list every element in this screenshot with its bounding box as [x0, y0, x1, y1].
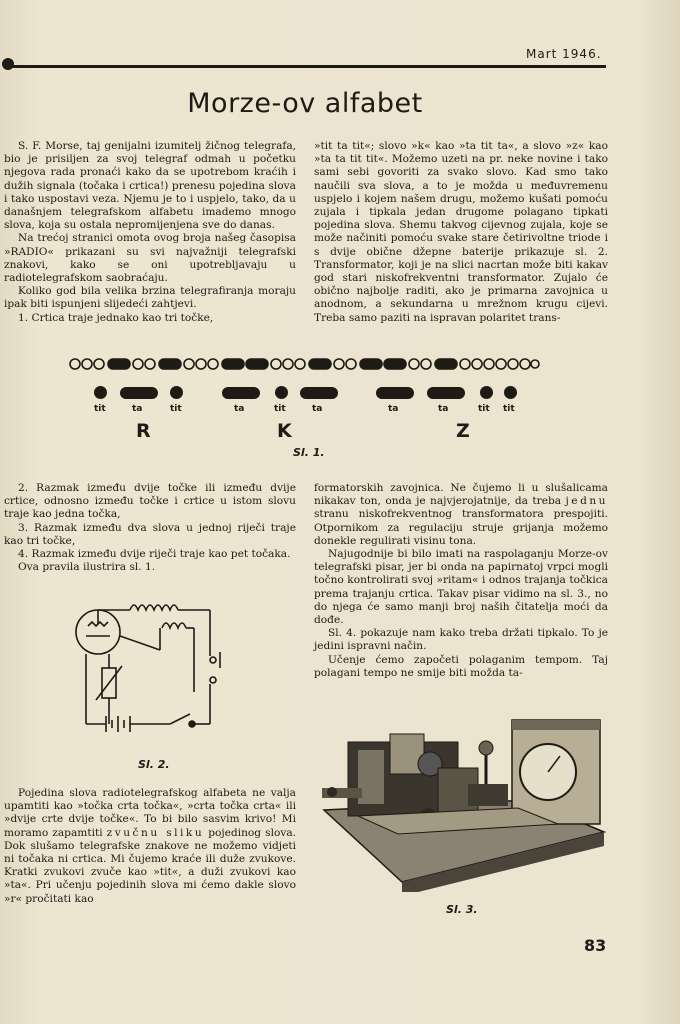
morse-symbol-label: ta — [438, 404, 449, 414]
paragraph: 2. Razmak između dvije točke ili između dvije crtice, odnosno između točke i crtice u istom slovu traje kao jedna točka, — [4, 482, 296, 521]
paragraph: 1. Crtica traje jednako kao tri točke, — [18, 311, 214, 324]
header-rule — [6, 65, 606, 68]
paragraph: Na trećoj stranici omota ovog broja našeg časopisa »RADIO« prikazani su svi najvažniji telegrafski znakovi, kako se oni upotrebljavaju u radiotelegrafskom saobraćaju. — [4, 232, 296, 285]
column-3 — [4, 482, 296, 574]
morse-letter: Z — [456, 420, 470, 442]
morse-dash — [376, 387, 414, 399]
morse-dot — [94, 386, 107, 399]
morse-symbol-label: tit — [503, 404, 515, 414]
column-1 — [4, 140, 296, 325]
paragraph: Najugodnije bi bilo imati na raspolaganju Morze-ov telegrafski pisar, jer bi onda na papirnatoj vrpci mogli točno kontrolirati svoj »ritam« i odnos trajanja točkica prema trajanju crtica. Takav pisar vidimo na sl. 3., no do njega će samo manji broj naših čitatelja moći da dođe. — [314, 548, 608, 627]
circuit-diagram — [70, 596, 230, 756]
morse-figure — [60, 356, 560, 466]
column-4 — [314, 482, 608, 680]
morse-symbol-label: ta — [312, 404, 323, 414]
morse-symbol-label: ta — [132, 404, 143, 414]
morse-symbol-label: tit — [94, 404, 106, 414]
text-run: formatorskih zavojnica. Ne čujemo li u slušalicama nikakav ton, onda je najvjerojatnije, da treba — [314, 482, 608, 508]
telegraph-printer-illustration — [318, 712, 608, 892]
morse-dot — [504, 386, 517, 399]
text-run: stranu niskofrekventnog transformatora prespojiti. Otpornikom za regulaciju struje grijanja možemo donekle regulirati visinu tona. — [314, 508, 608, 547]
paragraph: Učenje ćemo započeti polaganim tempom. Taj polagani tempo ne smije biti možda ta- — [314, 653, 608, 679]
paragraph: 4. Razmak između dvije riječi traje kao pet točaka. — [18, 548, 291, 561]
figure-caption: Sl. 1. — [293, 446, 325, 459]
paragraph: Sl. 4. pokazuje nam kako treba držati tipkalo. To je jedini ispravni način. — [314, 627, 608, 653]
morse-symbol-label: ta — [234, 404, 245, 414]
figure-caption: Sl. 3. — [446, 903, 478, 916]
column-5 — [4, 787, 296, 906]
morse-dash — [120, 387, 158, 399]
morse-symbol-label: tit — [170, 404, 182, 414]
text-run: Pojedina slova radiotelegrafskog alfabeta ne valja upamtiti kao »točka crta točka«, »crta točka crta« ili »dvije crte dvije točke«. To bi bilo sasvim krivo! Mi moramo zapamtiti — [4, 787, 296, 839]
article-title: Morze-ov alfabet — [187, 88, 423, 119]
issue-date: Mart 1946. — [526, 47, 602, 61]
morse-dot — [480, 386, 493, 399]
text-run: pojedinog slova. Dok slušamo telegrafske znakove ne možemo vidjeti ni točaka ni crtica. Mi čujemo kraće ili duže zvukove. Kratki zvukovi zvuče kao »tit«, a duži zvukovi kao »ta«. Pri učenju pojedinih slova mi ćemo dakle slovo »r« pročitati kao — [4, 826, 297, 905]
morse-letter: K — [277, 420, 292, 442]
morse-dash — [427, 387, 465, 399]
figure-caption: Sl. 2. — [138, 758, 170, 771]
decorative-chain — [68, 356, 540, 372]
emphasis-spaced: jednu — [565, 495, 608, 508]
morse-letter: R — [136, 420, 151, 442]
morse-dash — [300, 387, 338, 399]
morse-dash — [222, 387, 260, 399]
paragraph: 3. Razmak između dva slova u jednoj riječi traje kao tri točke, — [4, 521, 296, 547]
paragraph: Koliko god bila velika brzina telegrafiranja moraju ipak biti ispunjeni slijedeći zahtjevi. — [4, 285, 296, 311]
morse-dot — [170, 386, 183, 399]
paragraph: S. F. Morse, taj genijalni izumitelj žičnog telegrafa, bio je prisiljen za svoj telegraf odmah u početku njegova rada pronaći kako da se upotrebom kraćih i dužih signala (točaka i crtica!) prenesu pojedina slova i tako uspostavi veza. Njemu je to i uspjelo, tako, da u današnjem telegrafskom alfabetu imademo mnogo slova, koja su ostala nepromijenjena sve do danas. — [4, 140, 296, 232]
paragraph: Ova pravila ilustrira sl. 1. — [18, 561, 156, 574]
emphasis-spaced: zvučnu sliku — [106, 826, 205, 839]
morse-symbol-label: tit — [478, 404, 490, 414]
page-number: 83 — [584, 936, 607, 955]
morse-dot — [275, 386, 288, 399]
morse-symbol-label: tit — [274, 404, 286, 414]
paragraph — [314, 482, 608, 548]
paragraph: »tit ta tit«; slovo »k« kao »ta tit ta«, a slovo »z« kao »ta ta tit tit«. Možemo uzeti na pr. neke novine i tako sami sebi govoriti za svako slovo. Kad smo tako naučili sva slova, a to je možda u međuvremenu uspjelo i kojem našem drugu, možemo kušati pomoću zujala i tipkala jedan drugome polagano tipkati pojedina slova. Shemu takvog cijevnog zujala, koje se može načiniti pomoću svake stare četirivoltne triode i s dvije obične džepne baterije prikazuje sl. 2. Transformator, koji je na slici nacrtan može biti kakav god stari niskofrekventni transformator. Zujalo će obično najbolje raditi, ako je primarna zavojnica u anodnom, a sekundarna u mrežnom krugu cijevi. Treba samo paziti na ispravan polaritet trans- — [314, 140, 608, 324]
column-2 — [314, 140, 608, 325]
header-bullet — [2, 58, 14, 70]
paragraph — [4, 787, 296, 906]
morse-symbol-label: ta — [388, 404, 399, 414]
